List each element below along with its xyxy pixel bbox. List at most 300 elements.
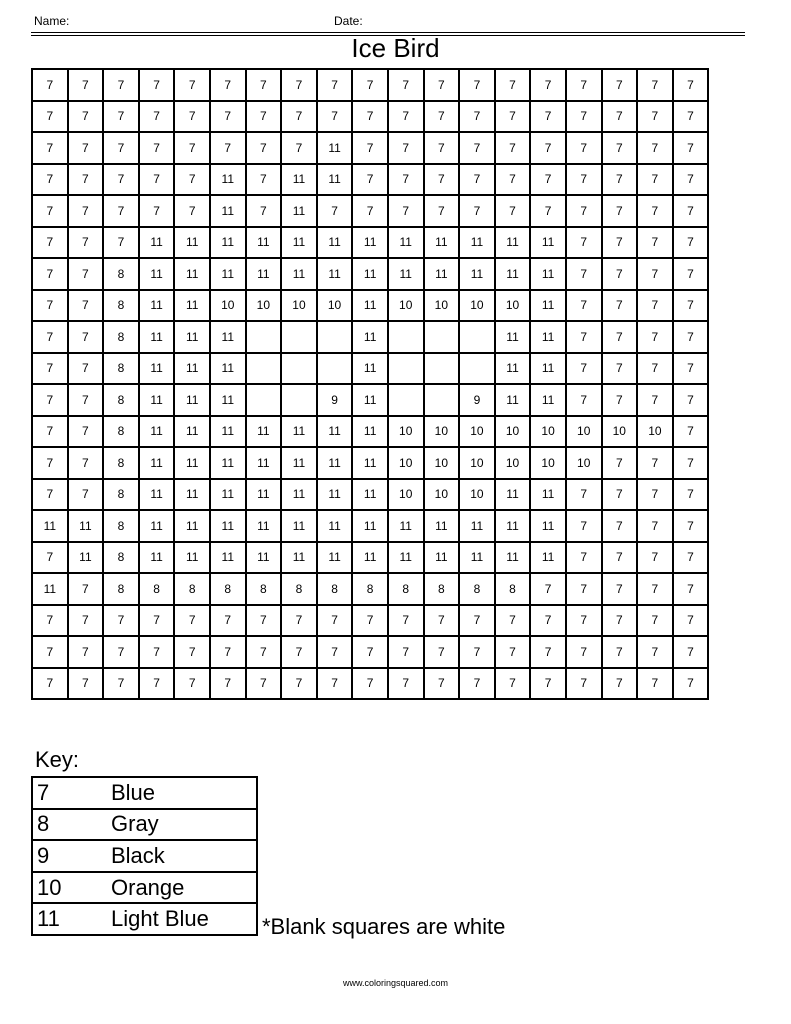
grid-cell: 7 (388, 69, 424, 101)
grid-cell: 7 (566, 321, 602, 353)
grid-cell: 11 (317, 164, 353, 196)
grid-cell: 7 (673, 479, 709, 511)
grid-row (32, 384, 708, 416)
grid-cell: 7 (317, 69, 353, 101)
grid-cell: 7 (174, 636, 210, 668)
grid-cell: 7 (32, 132, 68, 164)
grid-cell: 8 (103, 416, 139, 448)
grid-cell: 10 (424, 447, 460, 479)
grid-cell (281, 353, 317, 385)
footer-url: www.coloringsquared.com (342, 978, 449, 988)
grid-cell: 7 (566, 573, 602, 605)
grid-cell: 7 (673, 416, 709, 448)
grid-cell: 7 (673, 636, 709, 668)
grid-cell: 11 (174, 447, 210, 479)
grid-cell: 10 (530, 416, 566, 448)
grid-cell: 7 (210, 101, 246, 133)
grid-cell: 11 (210, 195, 246, 227)
grid-cell: 10 (424, 416, 460, 448)
grid-cell: 7 (103, 132, 139, 164)
grid-cell: 7 (139, 195, 175, 227)
grid-cell: 7 (32, 479, 68, 511)
grid-cell: 7 (530, 132, 566, 164)
grid-cell: 7 (139, 636, 175, 668)
grid-cell: 7 (388, 132, 424, 164)
grid-cell: 11 (424, 542, 460, 574)
grid-cell: 10 (459, 479, 495, 511)
grid-cell: 7 (530, 69, 566, 101)
grid-cell: 11 (317, 258, 353, 290)
grid-cell: 11 (210, 479, 246, 511)
grid-row (32, 101, 708, 133)
grid-row (32, 227, 708, 259)
grid-cell: 7 (673, 510, 709, 542)
grid-cell: 10 (459, 290, 495, 322)
grid-cell: 7 (637, 101, 673, 133)
grid-cell: 7 (566, 668, 602, 700)
grid-cell: 11 (530, 384, 566, 416)
grid-cell: 11 (139, 510, 175, 542)
grid-cell: 8 (424, 573, 460, 605)
grid-cell: 7 (246, 132, 282, 164)
grid-cell: 7 (459, 605, 495, 637)
grid-cell: 11 (317, 479, 353, 511)
key-color-name: Orange (111, 874, 185, 900)
grid-cell: 11 (495, 321, 531, 353)
grid-cell: 10 (637, 416, 673, 448)
grid-cell: 10 (388, 479, 424, 511)
grid-cell: 11 (352, 227, 388, 259)
grid-cell: 11 (530, 479, 566, 511)
grid-cell: 11 (174, 290, 210, 322)
key-color-name: Black (111, 842, 165, 868)
grid-cell: 7 (246, 69, 282, 101)
grid-cell: 7 (68, 321, 104, 353)
grid-cell: 11 (210, 164, 246, 196)
grid-cell: 11 (352, 510, 388, 542)
date-label: Date: (334, 14, 363, 28)
grid-cell: 7 (673, 195, 709, 227)
grid-cell: 11 (281, 164, 317, 196)
grid-row (32, 164, 708, 196)
grid-cell: 7 (530, 573, 566, 605)
name-label: Name: (34, 14, 70, 28)
key-row (32, 903, 257, 935)
grid-cell: 7 (637, 447, 673, 479)
grid-cell: 11 (317, 510, 353, 542)
grid-cell: 7 (459, 132, 495, 164)
grid-cell: 11 (246, 227, 282, 259)
grid-cell: 7 (32, 636, 68, 668)
grid-cell: 7 (566, 479, 602, 511)
grid-cell: 7 (602, 636, 638, 668)
grid-cell: 7 (352, 164, 388, 196)
grid-cell: 7 (637, 542, 673, 574)
grid-cell: 7 (281, 636, 317, 668)
grid-cell: 7 (602, 668, 638, 700)
grid-cell: 11 (352, 416, 388, 448)
grid-cell: 7 (566, 258, 602, 290)
grid-cell: 7 (174, 101, 210, 133)
grid-cell: 11 (495, 258, 531, 290)
grid-cell: 11 (317, 227, 353, 259)
grid-cell: 8 (210, 573, 246, 605)
key-number: 7 (37, 779, 50, 805)
grid-cell: 7 (210, 132, 246, 164)
grid-cell: 7 (103, 101, 139, 133)
grid-cell: 7 (174, 69, 210, 101)
grid-cell: 7 (246, 636, 282, 668)
grid-cell: 11 (459, 510, 495, 542)
grid-cell: 7 (32, 258, 68, 290)
grid-cell: 7 (637, 69, 673, 101)
grid-cell: 10 (495, 416, 531, 448)
grid-cell: 7 (673, 258, 709, 290)
grid-cell: 11 (139, 479, 175, 511)
grid-cell: 8 (388, 573, 424, 605)
grid-cell: 11 (210, 384, 246, 416)
grid-cell: 7 (602, 353, 638, 385)
grid-cell: 7 (637, 227, 673, 259)
grid-cell: 11 (68, 510, 104, 542)
grid-cell: 7 (352, 636, 388, 668)
grid-cell: 7 (602, 195, 638, 227)
grid-cell: 7 (210, 668, 246, 700)
key-number: 11 (37, 906, 60, 932)
grid-cell: 8 (352, 573, 388, 605)
grid-cell: 7 (103, 636, 139, 668)
grid-cell: 7 (388, 605, 424, 637)
grid-cell: 7 (673, 447, 709, 479)
grid-cell: 11 (495, 510, 531, 542)
grid-cell: 11 (210, 416, 246, 448)
grid-cell: 7 (495, 636, 531, 668)
grid-cell: 7 (673, 573, 709, 605)
grid-cell: 10 (317, 290, 353, 322)
grid-cell: 11 (281, 447, 317, 479)
grid-cell: 7 (32, 605, 68, 637)
grid-cell: 8 (139, 573, 175, 605)
grid-cell: 10 (566, 416, 602, 448)
grid-row (32, 668, 708, 700)
grid-cell (424, 384, 460, 416)
grid-cell: 10 (530, 447, 566, 479)
grid-cell: 7 (424, 668, 460, 700)
grid-cell: 10 (388, 290, 424, 322)
grid-cell: 7 (424, 636, 460, 668)
grid-cell: 7 (210, 69, 246, 101)
grid-cell: 11 (32, 510, 68, 542)
grid-cell: 11 (530, 290, 566, 322)
grid-cell: 7 (602, 258, 638, 290)
grid-cell: 11 (317, 416, 353, 448)
grid-cell: 7 (459, 69, 495, 101)
grid-cell: 10 (388, 416, 424, 448)
grid-cell: 7 (103, 69, 139, 101)
grid-cell: 11 (139, 447, 175, 479)
grid-cell: 7 (174, 164, 210, 196)
grid-cell: 7 (103, 195, 139, 227)
grid-cell: 11 (174, 510, 210, 542)
grid-cell: 11 (210, 227, 246, 259)
grid-cell: 8 (103, 321, 139, 353)
grid-cell: 7 (174, 668, 210, 700)
color-key-table (31, 776, 258, 936)
grid-cell: 11 (139, 384, 175, 416)
grid-cell: 7 (281, 668, 317, 700)
grid-cell: 7 (673, 605, 709, 637)
grid-row (32, 636, 708, 668)
grid-cell: 7 (673, 290, 709, 322)
grid-cell: 7 (637, 573, 673, 605)
grid-row (32, 416, 708, 448)
grid-cell (459, 353, 495, 385)
grid-cell: 11 (459, 542, 495, 574)
grid-cell: 7 (637, 321, 673, 353)
grid-cell: 7 (352, 668, 388, 700)
grid-cell: 8 (459, 573, 495, 605)
grid-cell: 7 (602, 290, 638, 322)
grid-cell: 7 (602, 605, 638, 637)
grid-cell: 11 (317, 542, 353, 574)
grid-cell: 11 (495, 542, 531, 574)
grid-cell: 7 (68, 353, 104, 385)
grid-cell: 7 (388, 636, 424, 668)
grid-cell: 7 (139, 101, 175, 133)
grid-cell: 10 (459, 447, 495, 479)
grid-cell (281, 321, 317, 353)
key-color-name: Light Blue (111, 906, 209, 932)
page-title: Ice Bird (351, 33, 440, 63)
grid-cell: 7 (637, 290, 673, 322)
grid-cell: 7 (174, 605, 210, 637)
grid-cell: 11 (246, 479, 282, 511)
grid-cell: 7 (32, 668, 68, 700)
grid-cell: 7 (68, 132, 104, 164)
grid-cell: 10 (210, 290, 246, 322)
grid-row (32, 542, 708, 574)
grid-cell: 11 (352, 353, 388, 385)
grid-cell: 8 (103, 510, 139, 542)
grid-cell: 7 (317, 195, 353, 227)
grid-cell: 7 (602, 227, 638, 259)
grid-cell: 7 (424, 69, 460, 101)
grid-cell: 11 (139, 321, 175, 353)
blank-squares-note: *Blank squares are white (262, 914, 506, 939)
grid-cell: 11 (352, 479, 388, 511)
grid-cell: 11 (530, 510, 566, 542)
grid-cell: 11 (246, 258, 282, 290)
grid-cell: 11 (281, 227, 317, 259)
grid-cell: 7 (530, 636, 566, 668)
grid-cell: 11 (246, 416, 282, 448)
grid-cell: 11 (352, 542, 388, 574)
grid-cell: 11 (495, 227, 531, 259)
grid-cell: 7 (32, 227, 68, 259)
grid-cell: 7 (388, 668, 424, 700)
grid-cell (246, 384, 282, 416)
grid-cell: 7 (32, 69, 68, 101)
grid-cell: 7 (174, 132, 210, 164)
grid-cell: 7 (459, 195, 495, 227)
grid-cell: 7 (495, 605, 531, 637)
key-row (32, 840, 257, 872)
grid-cell: 7 (139, 132, 175, 164)
key-number: 8 (37, 811, 50, 837)
grid-cell: 7 (459, 164, 495, 196)
grid-cell (459, 321, 495, 353)
grid-cell: 7 (637, 668, 673, 700)
grid-cell: 11 (32, 573, 68, 605)
grid-cell: 7 (566, 542, 602, 574)
grid-row (32, 447, 708, 479)
grid-cell: 7 (566, 510, 602, 542)
grid-cell: 11 (530, 321, 566, 353)
grid-cell: 7 (32, 321, 68, 353)
grid-cell: 7 (388, 101, 424, 133)
grid-cell: 10 (459, 416, 495, 448)
grid-cell: 7 (210, 605, 246, 637)
grid-cell: 11 (174, 416, 210, 448)
grid-cell: 7 (673, 321, 709, 353)
grid-cell: 10 (566, 447, 602, 479)
grid-cell: 7 (281, 605, 317, 637)
grid-cell: 7 (673, 353, 709, 385)
grid-cell: 11 (459, 258, 495, 290)
grid-cell: 11 (210, 447, 246, 479)
grid-cell: 7 (673, 164, 709, 196)
grid-cell: 7 (637, 636, 673, 668)
grid-cell: 7 (424, 195, 460, 227)
grid-cell: 11 (174, 227, 210, 259)
grid-cell: 7 (602, 321, 638, 353)
grid-cell (424, 321, 460, 353)
grid-cell: 11 (139, 258, 175, 290)
grid-cell: 11 (352, 384, 388, 416)
grid-cell: 7 (566, 227, 602, 259)
grid-cell: 7 (246, 668, 282, 700)
grid-cell: 11 (174, 258, 210, 290)
grid-cell: 11 (317, 447, 353, 479)
grid-cell: 10 (495, 447, 531, 479)
grid-row (32, 353, 708, 385)
grid-cell: 7 (246, 164, 282, 196)
grid-cell: 7 (602, 510, 638, 542)
grid-cell: 7 (602, 447, 638, 479)
grid-cell: 11 (495, 479, 531, 511)
grid-cell (388, 321, 424, 353)
grid-cell: 9 (317, 384, 353, 416)
grid-cell: 7 (530, 195, 566, 227)
grid-cell: 7 (566, 101, 602, 133)
grid-cell: 7 (68, 416, 104, 448)
grid-cell: 7 (68, 668, 104, 700)
key-number: 9 (37, 842, 50, 868)
grid-cell: 7 (566, 636, 602, 668)
key-row (32, 809, 257, 841)
grid-cell: 7 (637, 164, 673, 196)
grid-cell: 7 (602, 101, 638, 133)
grid-cell: 7 (566, 69, 602, 101)
grid-cell: 7 (673, 384, 709, 416)
grid-cell (388, 384, 424, 416)
grid-cell: 7 (566, 353, 602, 385)
grid-cell (317, 321, 353, 353)
grid-cell: 7 (566, 195, 602, 227)
grid-cell: 10 (495, 290, 531, 322)
grid-cell: 11 (139, 542, 175, 574)
grid-cell: 7 (139, 605, 175, 637)
grid-cell: 8 (103, 353, 139, 385)
grid-cell: 11 (210, 258, 246, 290)
grid-cell: 11 (352, 321, 388, 353)
grid-cell: 7 (673, 668, 709, 700)
key-entry (32, 872, 257, 904)
grid-cell: 7 (139, 69, 175, 101)
grid-cell: 7 (673, 542, 709, 574)
grid-cell: 7 (637, 479, 673, 511)
grid-row (32, 132, 708, 164)
grid-cell: 7 (637, 353, 673, 385)
grid-cell: 11 (139, 227, 175, 259)
grid-cell: 7 (495, 195, 531, 227)
grid-cell: 7 (602, 542, 638, 574)
grid-cell: 7 (317, 101, 353, 133)
grid-cell: 8 (103, 542, 139, 574)
grid-row (32, 510, 708, 542)
grid-cell: 7 (281, 101, 317, 133)
grid-cell: 7 (352, 132, 388, 164)
key-color-name: Blue (111, 779, 156, 805)
grid-cell: 11 (281, 195, 317, 227)
grid-cell: 11 (68, 542, 104, 574)
grid-cell: 7 (566, 132, 602, 164)
grid-cell: 7 (602, 164, 638, 196)
grid-cell: 11 (210, 321, 246, 353)
grid-cell: 7 (317, 668, 353, 700)
grid-cell: 7 (459, 636, 495, 668)
grid-row (32, 195, 708, 227)
grid-cell: 8 (495, 573, 531, 605)
grid-cell: 8 (103, 479, 139, 511)
grid-cell: 7 (32, 290, 68, 322)
grid-row (32, 605, 708, 637)
grid-row (32, 258, 708, 290)
grid-cell: 7 (602, 69, 638, 101)
grid-cell: 7 (139, 668, 175, 700)
grid-row (32, 321, 708, 353)
grid-cell: 7 (68, 290, 104, 322)
grid-cell: 10 (388, 447, 424, 479)
grid-cell: 7 (281, 69, 317, 101)
grid-cell: 7 (352, 195, 388, 227)
grid-row (32, 290, 708, 322)
key-entry (32, 777, 257, 809)
grid-cell: 11 (246, 510, 282, 542)
grid-cell: 7 (566, 290, 602, 322)
grid-cell: 7 (32, 416, 68, 448)
grid-cell: 7 (530, 605, 566, 637)
grid-cell: 7 (424, 605, 460, 637)
grid-cell: 7 (637, 384, 673, 416)
grid-cell: 9 (459, 384, 495, 416)
grid-cell: 7 (637, 605, 673, 637)
grid-cell: 7 (530, 668, 566, 700)
grid-cell: 7 (602, 479, 638, 511)
grid-cell: 7 (673, 227, 709, 259)
grid-cell: 7 (530, 101, 566, 133)
grid-cell: 7 (103, 164, 139, 196)
